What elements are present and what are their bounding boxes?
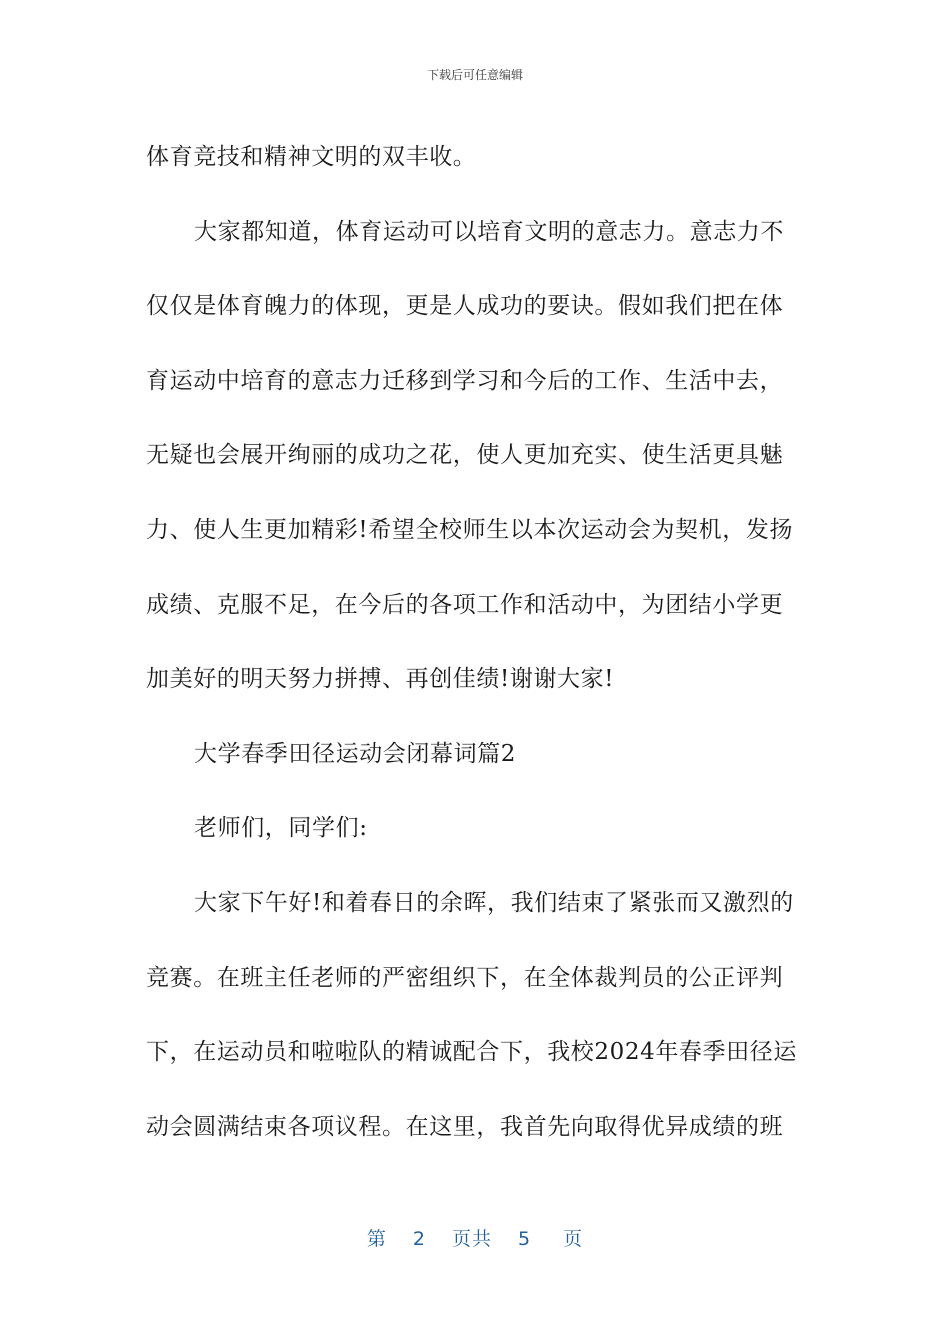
paragraph-1: 体育竞技和精神文明的双丰收。 bbox=[146, 144, 477, 170]
footer-label-end: 页 bbox=[563, 1228, 584, 1250]
footer-label-page: 第 bbox=[366, 1228, 387, 1250]
paragraph-2: 大家都知道，体育运动可以培育文明的意志力。意志力不仅仅是体育魄力的体现，更是人成功的要诀。假如我们把在体育运动中培育的意志力迁移到学习和今后的工作、生活中去，无疑也会展开绚丽的成功之花，使人更加充实、使生活更具魅力、使人生更加精彩!希望全校师生以本次运动会为契机，发扬成绩、克服不足，在今后的各项工作和活动中，为团结小学更加美好的明天努力拼搏、再创佳绩!谢谢大家! bbox=[146, 218, 794, 693]
footer-label-of: 页共 bbox=[451, 1228, 492, 1250]
page-header: 下载后可任意编辑 bbox=[426, 68, 523, 82]
salutation: 老师们，同学们: bbox=[194, 815, 368, 842]
total-pages-number: 5 bbox=[518, 1228, 532, 1250]
page-footer bbox=[0, 1224, 950, 1251]
paragraph-3: 大家下午好!和着春日的余晖，我们结束了紧张而又激烈的竞赛。在班主任老师的严密组织下，在全体裁判员的公正评判下，在运动员和啦啦队的精诚配合下，我校2024年春季田径运动会圆满结束各项议程。在这里，我首先向取得优异成绩的班 bbox=[146, 889, 797, 1140]
current-page-number: 2 bbox=[412, 1228, 426, 1250]
document-body bbox=[146, 120, 806, 1164]
section-heading: 大学春季田径运动会闭幕词篇2 bbox=[194, 740, 517, 767]
